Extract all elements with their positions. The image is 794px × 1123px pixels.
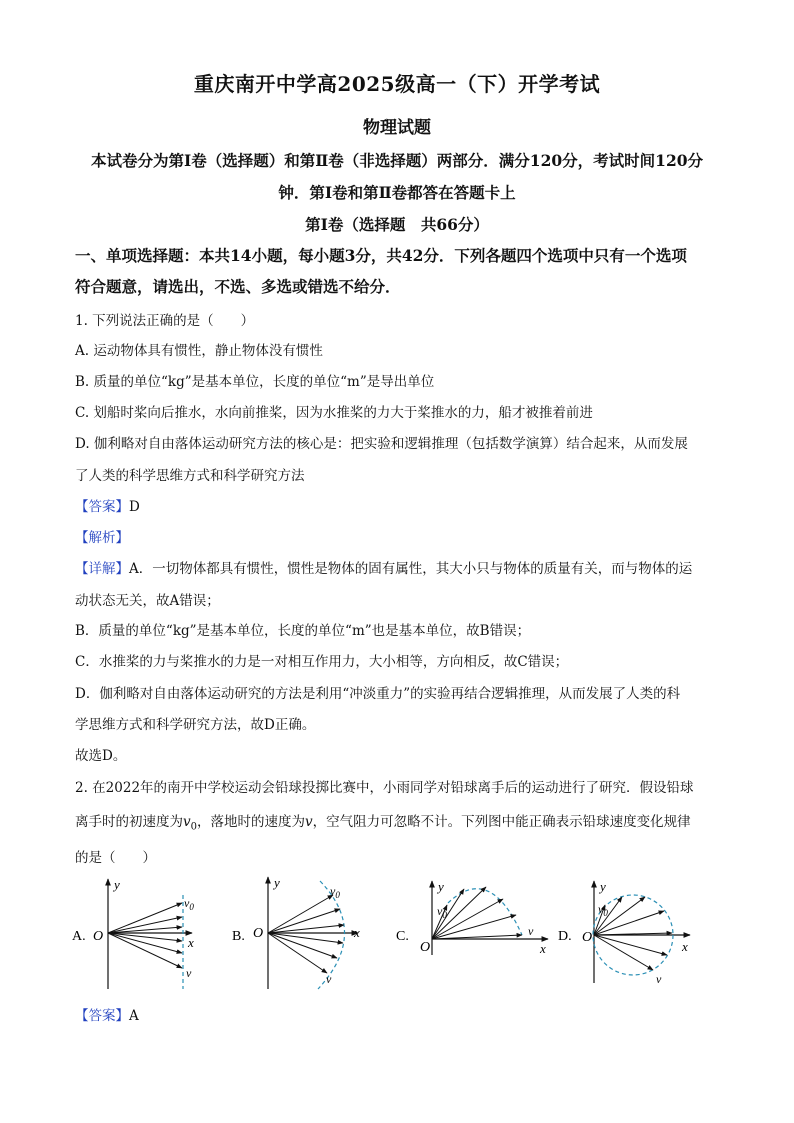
x-axis-label: x xyxy=(188,935,194,950)
question-1-conclusion: 故选D。 xyxy=(75,748,127,764)
v-symbol: v xyxy=(305,814,313,830)
v0-label: $v_0$ xyxy=(598,902,608,918)
trajectory-curve xyxy=(448,889,522,935)
question-1-option-b: B. 质量的单位“kg”是基本单位，长度的单位“m”是导出单位 xyxy=(75,374,435,390)
figure-option-b xyxy=(232,875,360,989)
velocity-arrow xyxy=(268,933,327,973)
exam-title: 重庆南开中学高2025级高一（下）开学考试 xyxy=(193,72,601,96)
answer-value: D xyxy=(129,499,140,515)
section-heading-line-1: 一、单项选择题：本共14小题，每小题3分，共42分．下列各题四个选项中只有一个选项 xyxy=(75,246,687,265)
question-2-figures xyxy=(0,873,794,993)
velocity-arrow xyxy=(594,935,667,955)
origin-label: O xyxy=(420,940,431,955)
x-axis-label: x xyxy=(682,939,688,954)
v0-label: $v_0$ xyxy=(437,904,447,920)
question-1-detail-a-line-2: 动状态无关，故A错误； xyxy=(75,593,220,609)
question-1-option-c: C. 划船时桨向后推水，水向前推桨，因为水推桨的力大于桨推水的力，船才被推着前进 xyxy=(75,405,593,421)
y-axis-label: y xyxy=(274,875,280,890)
option-b-letter: B. xyxy=(232,929,245,944)
question-2-line-2 xyxy=(75,810,725,833)
v-label: v xyxy=(528,924,534,938)
part-heading: 第Ⅰ卷（选择题 共66分） xyxy=(305,215,489,234)
question-1-analysis xyxy=(75,526,725,546)
question-1-detail-d-line-2: 学思维方式和科学研究方法，故D正确。 xyxy=(75,717,316,733)
figures-svg xyxy=(0,873,794,993)
y-axis-label: y xyxy=(438,879,444,894)
origin-label: O xyxy=(93,929,104,944)
question-1-option-a: A. 运动物体具有惯性，静止物体没有惯性 xyxy=(75,343,323,359)
detail-tag: 【详解】 xyxy=(75,561,129,577)
q2-text-b: ，落地时的速度为 xyxy=(197,814,306,830)
v0-symbol: v xyxy=(183,814,191,830)
x-axis-label: x xyxy=(540,941,546,956)
velocity-arrow xyxy=(108,927,182,933)
question-2-line-1: 2. 在2022年的南开中学校运动会铅球投掷比赛中，小雨同学对铅球离手后的运动进行了研究．假设铅球 xyxy=(75,780,694,796)
answer-value: A xyxy=(129,1008,139,1024)
analysis-tag: 【解析】 xyxy=(75,530,129,546)
q2-text-c: ，空气阻力可忽略不计。下列图中能正确表示铅球速度变化规律 xyxy=(312,814,691,830)
option-d-letter: D. xyxy=(558,929,572,944)
velocity-arrow xyxy=(108,933,182,941)
v-label: v xyxy=(656,972,662,986)
question-1-stem: 1. 下列说法正确的是（ ） xyxy=(75,313,255,329)
figure-option-a xyxy=(72,877,194,989)
question-1-answer xyxy=(75,495,725,515)
question-2-line-3: 的是（ ） xyxy=(75,850,156,866)
figure-option-d xyxy=(558,879,690,986)
velocity-arrow xyxy=(108,917,182,933)
y-axis-label: y xyxy=(600,879,606,894)
x-axis-label: x xyxy=(354,925,360,940)
v-label: v xyxy=(326,972,332,986)
question-1-option-d-line-1: D. 伽利略对自由落体运动研究方法的核心是：把实验和逻辑推理（包括数学演算）结合起来，从而发展 xyxy=(75,436,688,452)
origin-label: O xyxy=(582,930,593,945)
subject-title: 物理试题 xyxy=(363,118,431,138)
option-c-letter: C. xyxy=(396,929,409,944)
v-label: v xyxy=(186,966,192,980)
q2-text-a: 离手时的初速度为 xyxy=(75,814,183,830)
velocity-arrow xyxy=(594,935,653,970)
origin-label: O xyxy=(253,926,264,941)
answer-tag: 【答案】 xyxy=(75,499,129,515)
velocity-arrow xyxy=(108,903,182,933)
detail-a-text: A．一切物体都具有惯性，惯性是物体的固有属性，其大小只与物体的质量有关，而与物体的运 xyxy=(129,561,693,577)
question-1-detail-b: B．质量的单位“kg”是基本单位，长度的单位“m”也是基本单位，故B错误； xyxy=(75,623,531,639)
question-1-option-d-line-2: 了人类的科学思维方式和科学研究方法 xyxy=(75,468,305,484)
question-1-detail-a-line-1 xyxy=(75,557,725,577)
velocity-arrow xyxy=(268,933,343,943)
answer-tag: 【答案】 xyxy=(75,1008,129,1024)
question-1-detail-c: C．水推桨的力与桨推水的力是一对相互作用力，大小相等，方向相反，故C错误； xyxy=(75,654,569,670)
figure-option-c xyxy=(396,879,548,956)
v0-subscript: 0 xyxy=(190,821,198,833)
section-heading-line-2: 符合题意，请选出，不选、多选或错选不给分． xyxy=(75,277,401,296)
question-1-detail-d-line-1: D．伽利略对自由落体运动研究的方法是利用“冲淡重力”的实验再结合逻辑推理，从而发展了人类的科 xyxy=(75,686,681,702)
intro-line-1: 本试卷分为第Ⅰ卷（选择题）和第Ⅱ卷（非选择题）两部分．满分120分，考试时间120分 xyxy=(90,151,704,170)
option-a-letter: A. xyxy=(72,929,86,944)
velocity-arrow xyxy=(268,933,337,958)
v0-label: $v_0$ xyxy=(330,884,340,900)
intro-line-2: 钟．第Ⅰ卷和第Ⅱ卷都答在答题卡上 xyxy=(278,183,516,202)
v0-label: $v_0$ xyxy=(184,896,194,912)
y-axis-label: y xyxy=(114,877,120,892)
question-2-answer xyxy=(75,1004,725,1024)
